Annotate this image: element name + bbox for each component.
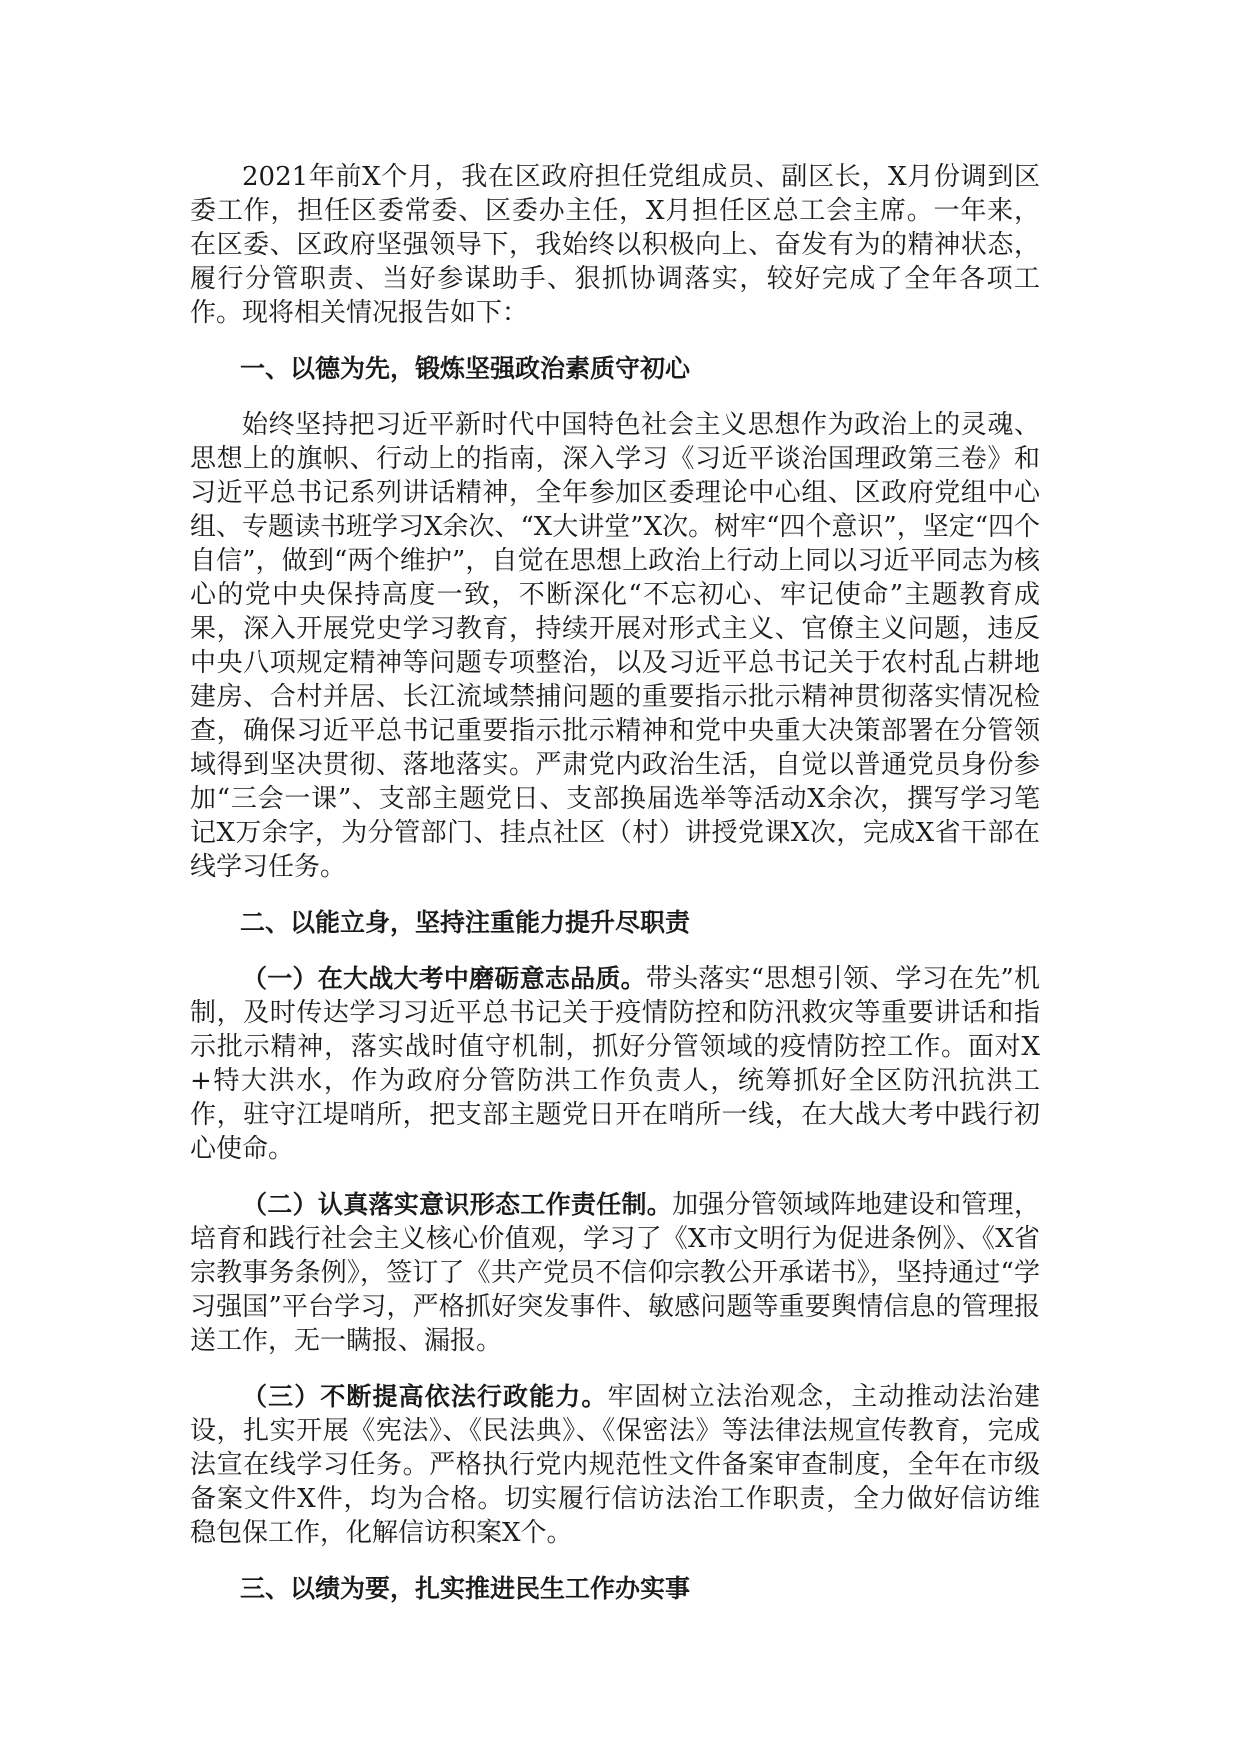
intro-paragraph: 2021年前X个月，我在区政府担任党组成员、副区长，X月份调到区委工作，担任区委常委、区委办主任，X月担任区总工会主席。一年来，在区委、区政府坚强领导下，我始终以积极向上、奋发有为的精神状态，履行分管职责、当好参谋助手、狠抓协调落实，较好完成了全年各项工作。现将相关情况报告如下： — [190, 162, 1040, 328]
section-2-item-1 — [190, 962, 1040, 1166]
item-1-lead: （一）在大战大考中磨砺意志品质。 — [242, 964, 646, 993]
section-2-item-2 — [190, 1188, 1040, 1358]
item-3-body: 牢固树立法治观念，主动推动法治建设，扎实开展《宪法》、《民法典》、《保密法》等法律法规宣传教育，完成法宣在线学习任务。严格执行党内规范性文件备案审查制度，全年在市级备案文件X件，均为合格。切实履行信访法治工作职责，全力做好信访维稳包保工作，化解信访积案X个。 — [190, 1382, 1040, 1548]
section-1-paragraph: 始终坚持把习近平新时代中国特色社会主义思想作为政治上的灵魂、思想上的旗帜、行动上的指南，深入学习《习近平谈治国理政第三卷》和习近平总书记系列讲话精神，全年参加区委理论中心组、区政府党组中心组、专题读书班学习X余次、“X大讲堂”X次。树牢“四个意识”，坚定“四个自信”，做到“两个维护”，自觉在思想上政治上行动上同以习近平同志为核心的党中央保持高度一致，不断深化“不忘初心、牢记使命”主题教育成果，深入开展党史学习教育，持续开展对形式主义、官僚主义问题，违反中央八项规定精神等问题专项整治，以及习近平总书记关于农村乱占耕地建房、合村并居、长江流域禁捕问题的重要指示批示精神贯彻落实情况检查，确保习近平总书记重要指示批示精神和党中央重大决策部署在分管领域得到坚决贯彻、落地落实。严肃党内政治生活，自觉以普通党员身份参加“三会一课”、支部主题党日、支部换届选举等活动X余次，撰写学习笔记X万余字，为分管部门、挂点社区（村）讲授党课X次，完成X省干部在线学习任务。 — [190, 410, 1040, 882]
section-3-heading: 三、以绩为要，扎实推进民生工作办实事 — [240, 1574, 691, 1603]
document-body — [190, 160, 1040, 1628]
item-2-lead: （二）认真落实意识形态工作责任制。 — [242, 1190, 673, 1219]
section-2-item-3 — [190, 1380, 1040, 1550]
item-2-body: 加强分管领域阵地建设和管理，培育和践行社会主义核心价值观，学习了《X市文明行为促进条例》、《X省宗教事务条例》，签订了《共产党员不信仰宗教公开承诺书》，坚持通过“学习强国”平台学习，严格抓好突发事件、敏感问题等重要舆情信息的管理报送工作，无一瞒报、漏报。 — [190, 1190, 1040, 1356]
item-3-lead: （三）不断提高依法行政能力。 — [242, 1382, 608, 1411]
section-1-heading: 一、以德为先，锻炼坚强政治素质守初心 — [240, 354, 691, 383]
item-1-body: 带头落实“思想引领、学习在先”机制，及时传达学习习近平总书记关于疫情防控和防汛救灾等重要讲话和指示批示精神，落实战时值守机制，抓好分管领域的疫情防控工作。面对X+特大洪水，作为政府分管防洪工作负责人，统筹抓好全区防汛抗洪工作，驻守江堤哨所，把支部主题党日开在哨所一线，在大战大考中践行初心使命。 — [190, 964, 1040, 1164]
section-2-heading: 二、以能立身，坚持注重能力提升尽职责 — [240, 908, 691, 937]
